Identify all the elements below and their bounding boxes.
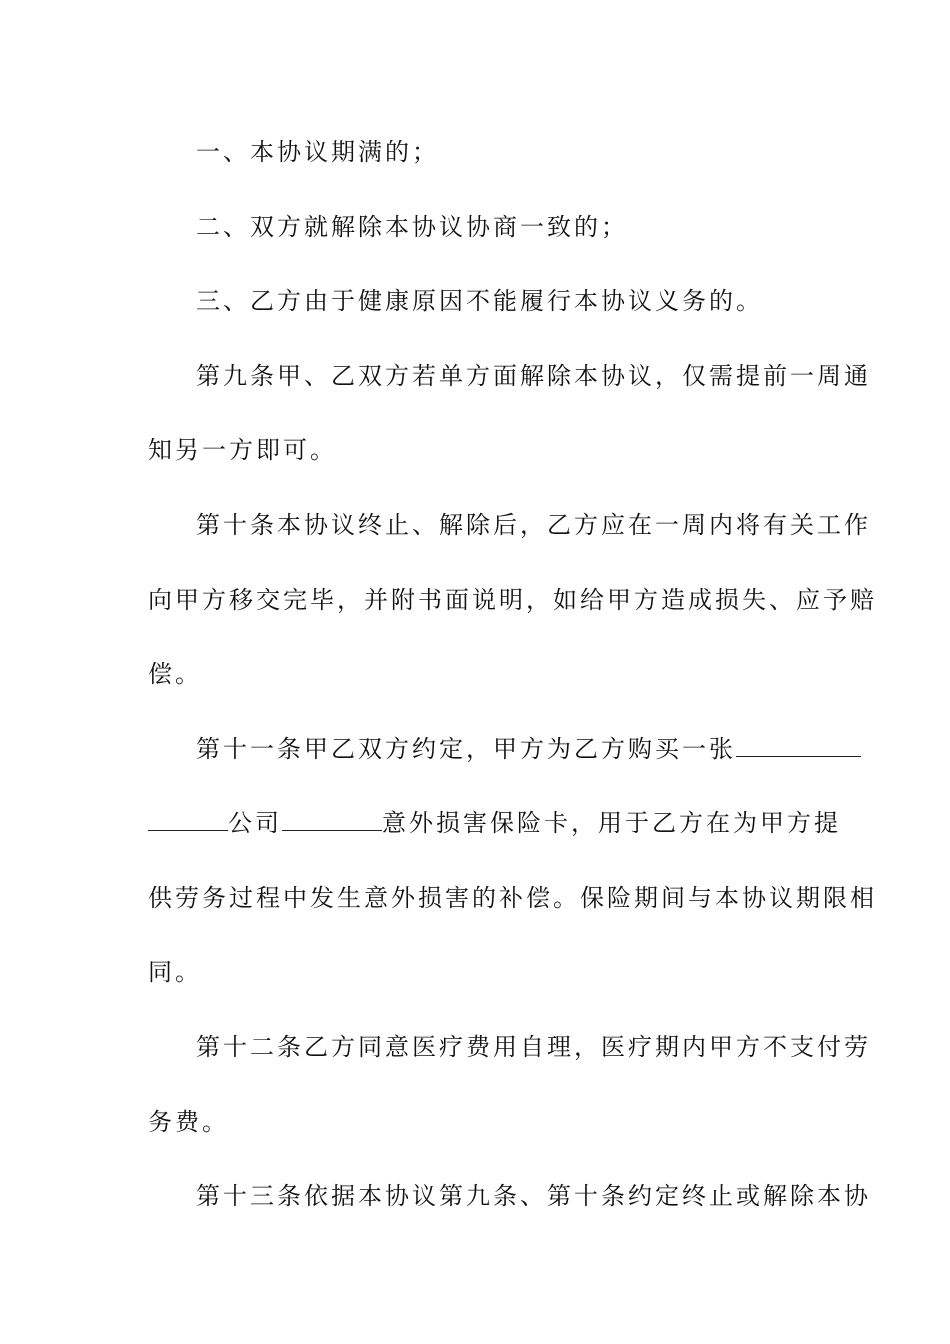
fill-in-blank-insurer-cont[interactable] [148,808,228,831]
article-13-line-1: 第十三条依据本协议第九条、第十条约定终止或解除本协 [196,1182,871,1210]
article-10-line-1: 第十条本协议终止、解除后，乙方应在一周内将有关工作 [196,511,871,539]
article-9-line-2: 知另一方即可。 [148,436,337,464]
article-12-line-2: 务费。 [148,1108,229,1136]
article-11-text: 第十一条甲乙双方约定，甲方为乙方购买一张 [196,735,736,763]
article-11-line-3: 供劳务过程中发生意外损害的补偿。保险期间与本协议期限相 [148,884,877,912]
article-11-line-2 [148,808,841,838]
paragraph-line: 一、本协议期满的； [196,138,439,166]
article-11-text-2: 意外损害保险卡，用于乙方在为甲方提 [382,809,841,837]
article-9-line-1: 第九条甲、乙双方若单方面解除本协议，仅需提前一周通 [196,362,871,390]
article-11-line-1 [196,734,876,764]
article-12-line-1: 第十二条乙方同意医疗费用自理，医疗期内甲方不支付劳 [196,1033,871,1061]
fill-in-blank-card-type[interactable] [282,808,382,831]
fill-in-blank-insurer[interactable] [736,734,861,757]
paragraph-line: 二、双方就解除本协议协商一致的； [196,213,628,241]
article-10-line-3: 偿。 [148,660,202,688]
company-label: 公司 [228,809,282,837]
article-11-line-4: 同。 [148,958,202,986]
paragraph-line: 三、乙方由于健康原因不能履行本协议义务的。 [196,287,763,315]
article-10-line-2: 向甲方移交完毕，并附书面说明，如给甲方造成损失、应予赔 [148,586,877,614]
